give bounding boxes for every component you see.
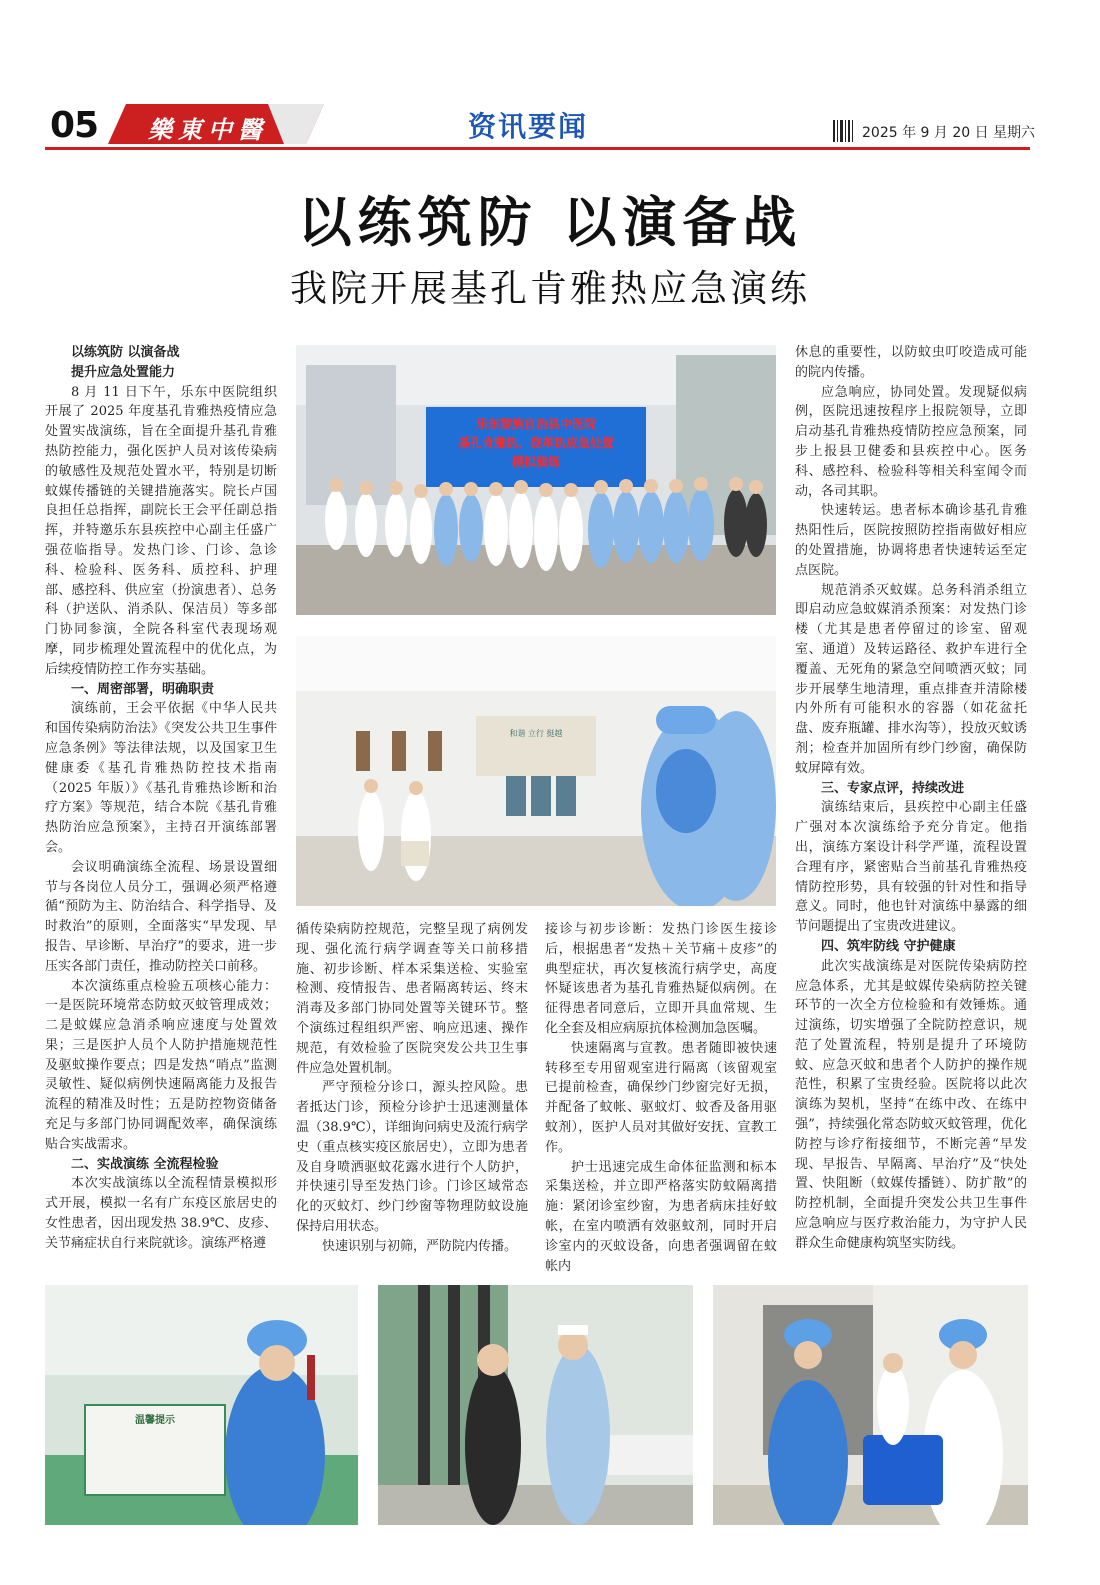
- photo-sample-transfer: [713, 1285, 1028, 1525]
- section-heading-4: 四、筑牢防线 守护健康: [821, 938, 956, 954]
- barcode-icon: [832, 120, 854, 142]
- paragraph: 规范消杀灭蚊媒。总务科消杀组立即启动应急蚊媒消杀预案：对发热门诊楼（尤其是患者停留过的诊室、留观室、通道）及转运路径、救护车进行全覆盖、无死角的紧急空间喷洒灭蚊；同步开展孳生地清理，重点排查并清除楼内外所有可能积水的容器（如花盆托盘、废弃瓶罐、排水沟等），投放灭蚊诱剂；检查并加固所有纱门纱窗，确保防蚊屏障有效。: [795, 582, 1027, 776]
- section-name: 资讯要闻: [468, 110, 589, 143]
- headline: 以练筑防 以演备战: [297, 191, 803, 254]
- banner-line-1: 乐东黎族自治县中医院: [475, 417, 596, 431]
- subheadline: 我院开展基孔肯雅热应急演练: [290, 267, 810, 310]
- kicker: 以练筑防 以演备战: [71, 345, 180, 360]
- paragraph: 8 月 11 日下午，乐东中医院组织开展了 2025 年度基孔肯雅热疫情应急处置实战演练，旨在全面提升基孔肯雅热防控能力，强化医护人员对该传染病的敏感性及规范处置水平，特别是切断蚊媒传播链的关键措施落实。院长卢国良担任总指挥，副院长王会平任副总指挥，并特邀乐东县疾控中心副主任盛广强莅临指导。发热门诊、门诊、急诊科、检验科、医务科、质控科、护理部、感控科、供应室（扮演患者）、总务科（护送队、消杀队、保洁员）等多部门协同参演，全院各科室代表现场观摩，同步梳理处置流程中的优化点，为后续疫情防控工作夯实基础。: [45, 384, 277, 677]
- kicker-2: 提升应急处置能力: [71, 364, 176, 380]
- paragraph: 快速识别与初筛，严防院内传播。: [322, 1238, 518, 1254]
- banner-line-2: 基孔肯雅热、登革热应急处置: [457, 436, 614, 450]
- paragraph: 此次实战演练是对医院传染病防控应急体系，尤其是蚊媒传染病防控关键环节的一次全方位检验和有效锤炼。通过演练，切实增强了全院防控意识，规范了处置流程，特别是提升了环境防蚊、应急灭蚊和患者个人防护的操作规范性，积累了宝贵经验。医院将以此次演练为契机，坚持“在练中改、在练中强”，持续强化常态防蚊灭蚊管理，优化防控与诊疗衔接细节，不断完善“早发现、早报告、早隔离、早治疗”及“快处置、快阻断（蚊媒传播链）、防扩散”的防控机制，全面提升突发公共卫生事件应急响应与医疗救治能力，为守护人民群众生命健康构筑坚实防线。: [795, 958, 1027, 1251]
- paragraph: 休息的重要性，以防蚊虫叮咬造成可能的院内传播。: [795, 345, 1027, 380]
- masthead-logo-text: 樂東中醫: [148, 115, 268, 144]
- photo-phone-report: [45, 1285, 358, 1525]
- paragraph: 本次演练重点检验五项核心能力：一是医院环境常态防蚊灭蚊管理成效；二是蚊媒应急消杀响应速度与处置效果；三是医护人员个人防护措施规范性及驱蚊操作要点；四是发热“哨点”监测灵敏性、疑似病例快速隔离能力及报告流程的精准及时性；五是防控物资储备充足与多部门协同调配效率，确保演练贴合实战需求。: [45, 978, 277, 1152]
- paragraph: 演练前，王会平依据《中华人民共和国传染病防治法》《突发公共卫生事件应急条例》等法律法规，以及国家卫生健康委《基孔肯雅热防控技术指南（2025 年版）》《基孔肯雅热诊断和治疗方案》等规范，结合本院《基孔肯雅热防治应急预案》，主持召开演练部署会。: [45, 701, 277, 855]
- section-heading-3: 三、专家点评，持续改进: [821, 780, 965, 796]
- paragraph: 接诊与初步诊断：发热门诊医生接诊后，根据患者“发热＋关节痛＋皮疹”的典型症状，再次复核流行病学史，高度怀疑该患者为基孔肯雅热疑似病例。在征得患者同意后，立即开具血常规、生化全套及相应病原抗体检测加急医嘱。: [545, 922, 777, 1036]
- banner-line-3: 模拟演练: [511, 455, 560, 469]
- article-column-4: [795, 343, 1027, 1254]
- paragraph: 护士迅速完成生命体征监测和标本采集送检，并立即严格落实防蚊隔离措施：紧闭诊室纱窗，为患者病床挂好蚊帐，在室内喷洒有效驱蚊剂，同时开启诊室内的灭蚊设备，向患者强调留在蚊帐内: [545, 1159, 777, 1274]
- article-column-1: [45, 343, 277, 1254]
- article-column-3: [545, 920, 777, 1276]
- paragraph: 快速隔离与宣教。患者随即被快速转移至专用留观室进行隔离（该留观室已提前检查，确保纱门纱窗完好无损，并配备了蚊帐、驱蚊灯、蚊香及备用驱蚊剂），医护人员对其做好安抚、宣教工作。: [545, 1040, 777, 1155]
- header-divider: [45, 147, 1030, 150]
- banner-text: [426, 415, 646, 472]
- paragraph: 严守预检分诊口，源头控风险。患者抵达门诊，预检分诊护士迅速测量体温（38.9℃），详细询问病史及流行病学史（重点核实疫区旅居史），立即为患者及自身喷洒驱蚊花露水进行个人防护，并快速引导至发热门诊。门诊区域常态化的灭蚊灯、纱门纱窗等物理防蚊设施保持启用状态。: [296, 1080, 528, 1234]
- paragraph: 快速转运。患者标本确诊基孔肯雅热阳性后，医院按照防控指南做好相应的处置措施，协调将患者快速转运至定点医院。: [795, 503, 1027, 578]
- section-heading-2: 二、实战演练 全流程检验: [71, 1156, 219, 1172]
- page-number: 05: [50, 105, 99, 146]
- section-heading-1: 一、周密部署，明确职责: [71, 681, 215, 697]
- photo-group-drill: [296, 345, 776, 615]
- paragraph: 会议明确演练全流程、场景设置细节与各岗位人员分工，强调必须严格遵循“预防为主、防治结合、科学指导、及时救治”的原则，全面落实“早发现、早报告、早诊断、早治疗”的要求，进一步压实各部门责任，推动防控关口前移。: [45, 859, 277, 974]
- issue-date: 2025 年 9 月 20 日 星期六: [862, 125, 1036, 141]
- notice-title: 温馨提示: [135, 1415, 175, 1426]
- photo-temperature-check: [378, 1285, 693, 1525]
- paragraph: 应急响应，协同处置。发现疑似病例，医院迅速按程序上报院领导，立即启动基孔肯雅热疫情防控应急预案，同步上报县卫健委和县疾控中心。医务科、感控科、检验科等相关科室闻令而动，各司其职。: [795, 384, 1027, 499]
- paragraph: 循传染病防控规范，完整呈现了病例发现、强化流行病学调查等关口前移措施、初步诊断、样本采集送检、实验室检测、疫情报告、患者隔离转运、终末消毒及多部门协同处置等关键环节。整个演练过程组织严密、响应迅速、操作规范，有效检验了医院突发公共卫生事件应急处置机制。: [296, 922, 528, 1076]
- paragraph: 本次实战演练以全流程情景模拟形式开展，模拟一名有广东疫区旅居史的女性患者，因出现发热 38.9℃、皮疹、关节痛症状自行来院就诊。演练严格遵: [45, 1176, 277, 1251]
- paragraph: 演练结束后，县疾控中心副主任盛广强对本次演练给予充分肯定。他指出，演练方案设计科学严谨，流程设置合理有序，紧密贴合当前基孔肯雅热疫情防控形势，具有较强的针对性和指导意义。同时，他也针对演练中暴露的细节问题提出了宝贵改进建议。: [795, 800, 1027, 935]
- photo-disinfection: [296, 636, 776, 906]
- article-column-2: [296, 920, 528, 1257]
- wall-sign: 和谐 立行 挺越: [509, 729, 563, 738]
